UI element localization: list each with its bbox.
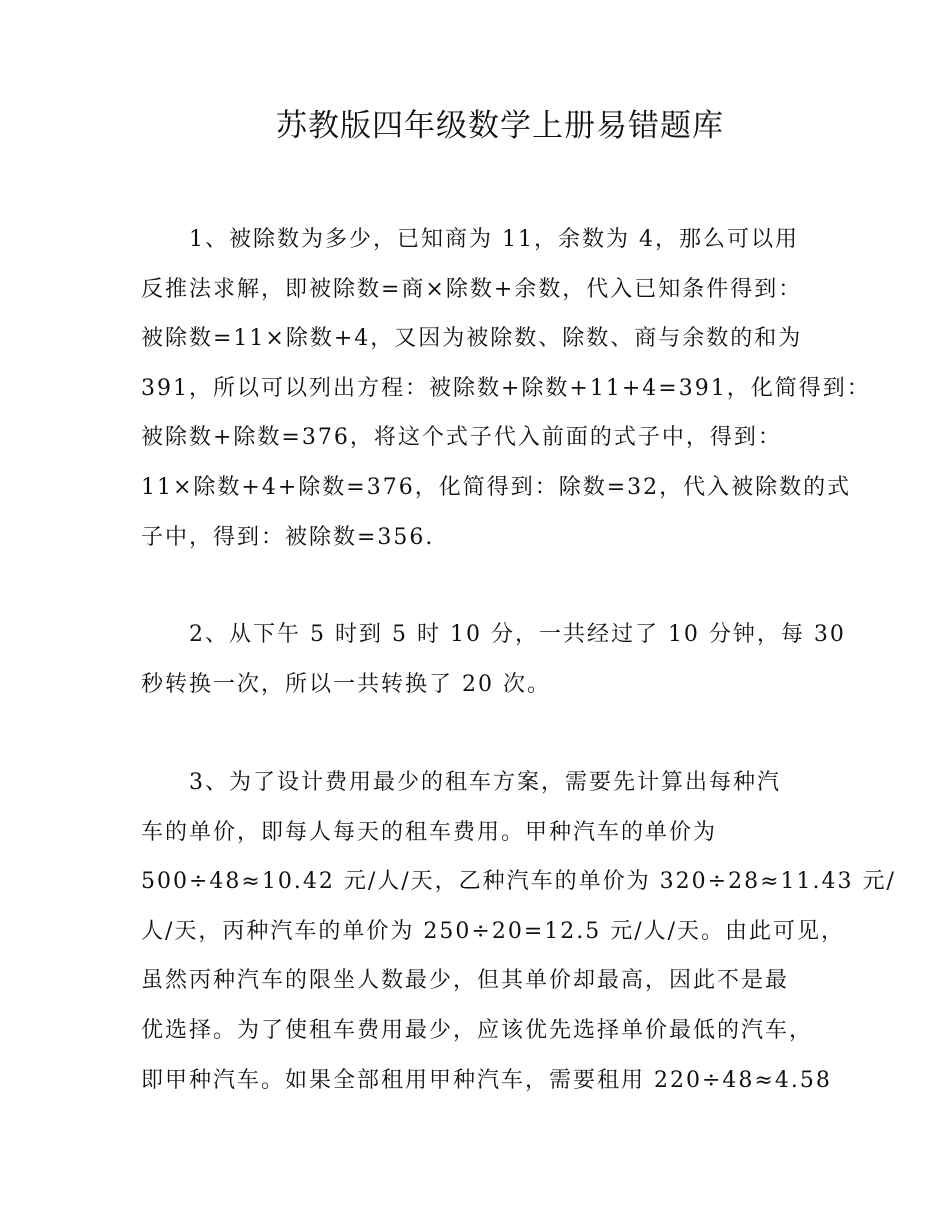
- paragraph-line: 2、从下午 5 时到 5 时 10 分，一共经过了 10 分钟，每 30: [189, 622, 846, 647]
- paragraph-line: 虽然丙种汽车的限坐人数最少，但其单价却最高，因此不是最: [141, 968, 790, 994]
- paragraph-line: 车的单价，即每人每天的租车费用。甲种汽车的单价为: [141, 819, 718, 845]
- paragraph-1: [141, 215, 871, 562]
- paragraph-line: 人/天，丙种汽车的单价为 250÷20=12.5 元/人/天。由此可见，: [141, 918, 846, 944]
- paragraph-line: 11×除数+4+除数=376，化简得到：除数=32，代入被除数的式: [141, 474, 852, 500]
- paragraph-line: 秒转换一次，所以一共转换了 20 次。: [141, 671, 551, 697]
- paragraph-line: 子中，得到：被除数=356.: [141, 524, 435, 550]
- paragraph-line: 即甲种汽车。如果全部租用甲种汽车，需要租用 220÷48≈4.58: [141, 1067, 832, 1093]
- paragraph-line: 反推法求解，即被除数=商×除数+余数，代入已知条件得到：: [141, 276, 803, 302]
- paragraph-line: 500÷48≈10.42 元/人/天，乙种汽车的单价为 320÷28≈11.43 元/: [141, 869, 896, 895]
- paragraph-line: 优选择。为了使租车费用最少，应该优先选择单价最低的汽车，: [141, 1017, 814, 1043]
- paragraph-2: [141, 610, 861, 709]
- paragraph-line: 被除数=11×除数+4，又因为被除数、除数、商与余数的和为: [141, 326, 803, 352]
- document-title: 苏教版四年级数学上册易错题库: [276, 108, 724, 144]
- paragraph-line: 391，所以可以列出方程：被除数+除数+11+4=391，化简得到：: [141, 375, 871, 401]
- paragraph-line: 3、为了设计费用最少的租车方案，需要先计算出每种汽: [189, 770, 781, 795]
- paragraph-3: [141, 758, 896, 1105]
- paragraph-line: 被除数+除数=376，将这个式子代入前面的式子中，得到：: [141, 425, 782, 451]
- paragraph-line: 1、被除数为多少，已知商为 11，余数为 4，那么可以用: [189, 227, 799, 252]
